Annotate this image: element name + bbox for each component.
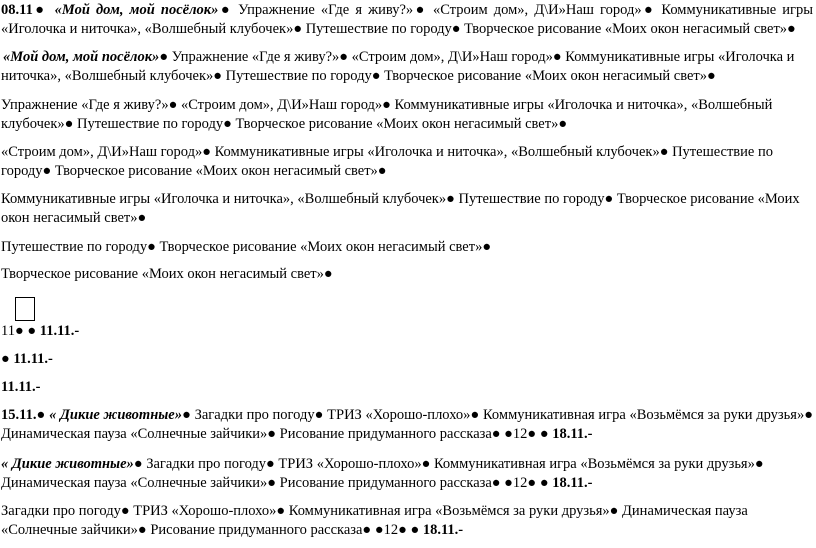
paragraph-7 <box>1 265 813 284</box>
activity-text: Упражнение «Где я живу?»● «Строим дом», Д\И»Наш город»● Коммуникативные игры «Иголочка и ниточка», «Волшебный клубочек»● Путешествие по городу● Творческое рисование «Моих окон негасимый свет»● <box>1 97 773 132</box>
date-label: 18.11.- <box>552 426 593 442</box>
paragraph-2 <box>1 48 813 86</box>
theme-title: « Дикие животные» <box>1 456 134 472</box>
paragraph-9 <box>1 350 813 369</box>
paragraph-5 <box>1 190 813 228</box>
paragraph-4 <box>1 143 813 181</box>
bullet: ● <box>133 456 143 472</box>
number-lead: 11 <box>1 323 15 339</box>
activity-text: Загадки про погоду● ТРИЗ «Хорошо-плохо»● Коммуникативная игра «Возьмёмся за руки друзья»● Динамическая пауза «Солнечные зайчики»● Рисование придуманного рассказа● ●12● ● <box>1 407 814 442</box>
date-label: 11.11.- <box>1 379 41 395</box>
activity-text: Путешествие по городу● Творческое рисование «Моих окон негасимый свет»● <box>1 239 492 255</box>
bullet: ● <box>36 407 46 423</box>
bullet: ● <box>182 407 191 423</box>
bullet: ● <box>159 49 169 65</box>
date-lead: 15.11. <box>1 407 37 423</box>
paragraph-6 <box>1 238 813 257</box>
date-label: 18.11.- <box>552 475 593 491</box>
activity-text: Упражнение «Где я живу?»● «Строим дом», Д\И»Наш город»● Коммуникативные игры «Иголочка и ниточка», «Волшебный клубочек»● Путешествие по городу● Творческое рисование «Моих окон негасимый свет»● <box>1 49 795 84</box>
paragraph-12 <box>1 455 813 493</box>
paragraph-3 <box>1 96 813 134</box>
activity-text: Загадки про погоду● ТРИЗ «Хорошо-плохо»● Коммуникативная игра «Возьмёмся за руки друзья»● Динамическая пауза «Солнечные зайчики»● Рисование придуманного рассказа● ●12● ● <box>1 503 748 538</box>
bullet: ● <box>32 2 47 18</box>
date-label: 18.11.- <box>422 522 464 538</box>
bullet: ● <box>1 351 10 367</box>
date-label: 11.11.- <box>39 323 80 339</box>
activity-text: Загадки про погоду● ТРИЗ «Хорошо-плохо»● Коммуникативная игра «Возьмёмся за руки друзья»● Динамическая пауза «Солнечные зайчики»● Рисование придуманного рассказа● ●12● ● <box>1 456 764 491</box>
bullet: ● <box>27 323 37 339</box>
activity-text: Творческое рисование «Моих окон негасимый свет»● <box>1 266 333 282</box>
theme-title: «Мой дом, мой посёлок» <box>54 2 219 18</box>
paragraph-8 <box>1 322 813 341</box>
activity-text: Коммуникативные игры «Иголочка и ниточка», «Волшебный клубочек»● Путешествие по городу● Творческое рисование «Моих окон негасимый свет»● <box>1 191 800 226</box>
paragraph-13 <box>1 502 813 540</box>
date-lead: 08.11 <box>1 2 33 18</box>
theme-title: «Мой дом, мой посёлок» <box>3 49 160 65</box>
paragraph-1 <box>1 1 813 39</box>
empty-box <box>15 297 35 321</box>
activity-text: «Строим дом», Д\И»Наш город»● Коммуникативные игры «Иголочка и ниточка», «Волшебный клубочек»● Путешествие по городу● Творческое рисование «Моих окон негасимый свет»● <box>1 144 773 179</box>
paragraph-10 <box>1 378 813 397</box>
bullet: ● <box>14 323 24 339</box>
activity-text: Упражнение «Где я живу?»● «Строим дом», Д\И»Наш город»● Коммуникативные игры «Иголочка и ниточка», «Волшебный клубочек»● Путешествие по городу● Творческое рисование «Моих окон негасимый свет»● <box>1 2 813 37</box>
paragraph-11 <box>1 406 813 444</box>
theme-title: « Дикие животные» <box>49 407 182 423</box>
date-label: 11.11.- <box>13 351 53 367</box>
bullet: ● <box>218 2 233 18</box>
